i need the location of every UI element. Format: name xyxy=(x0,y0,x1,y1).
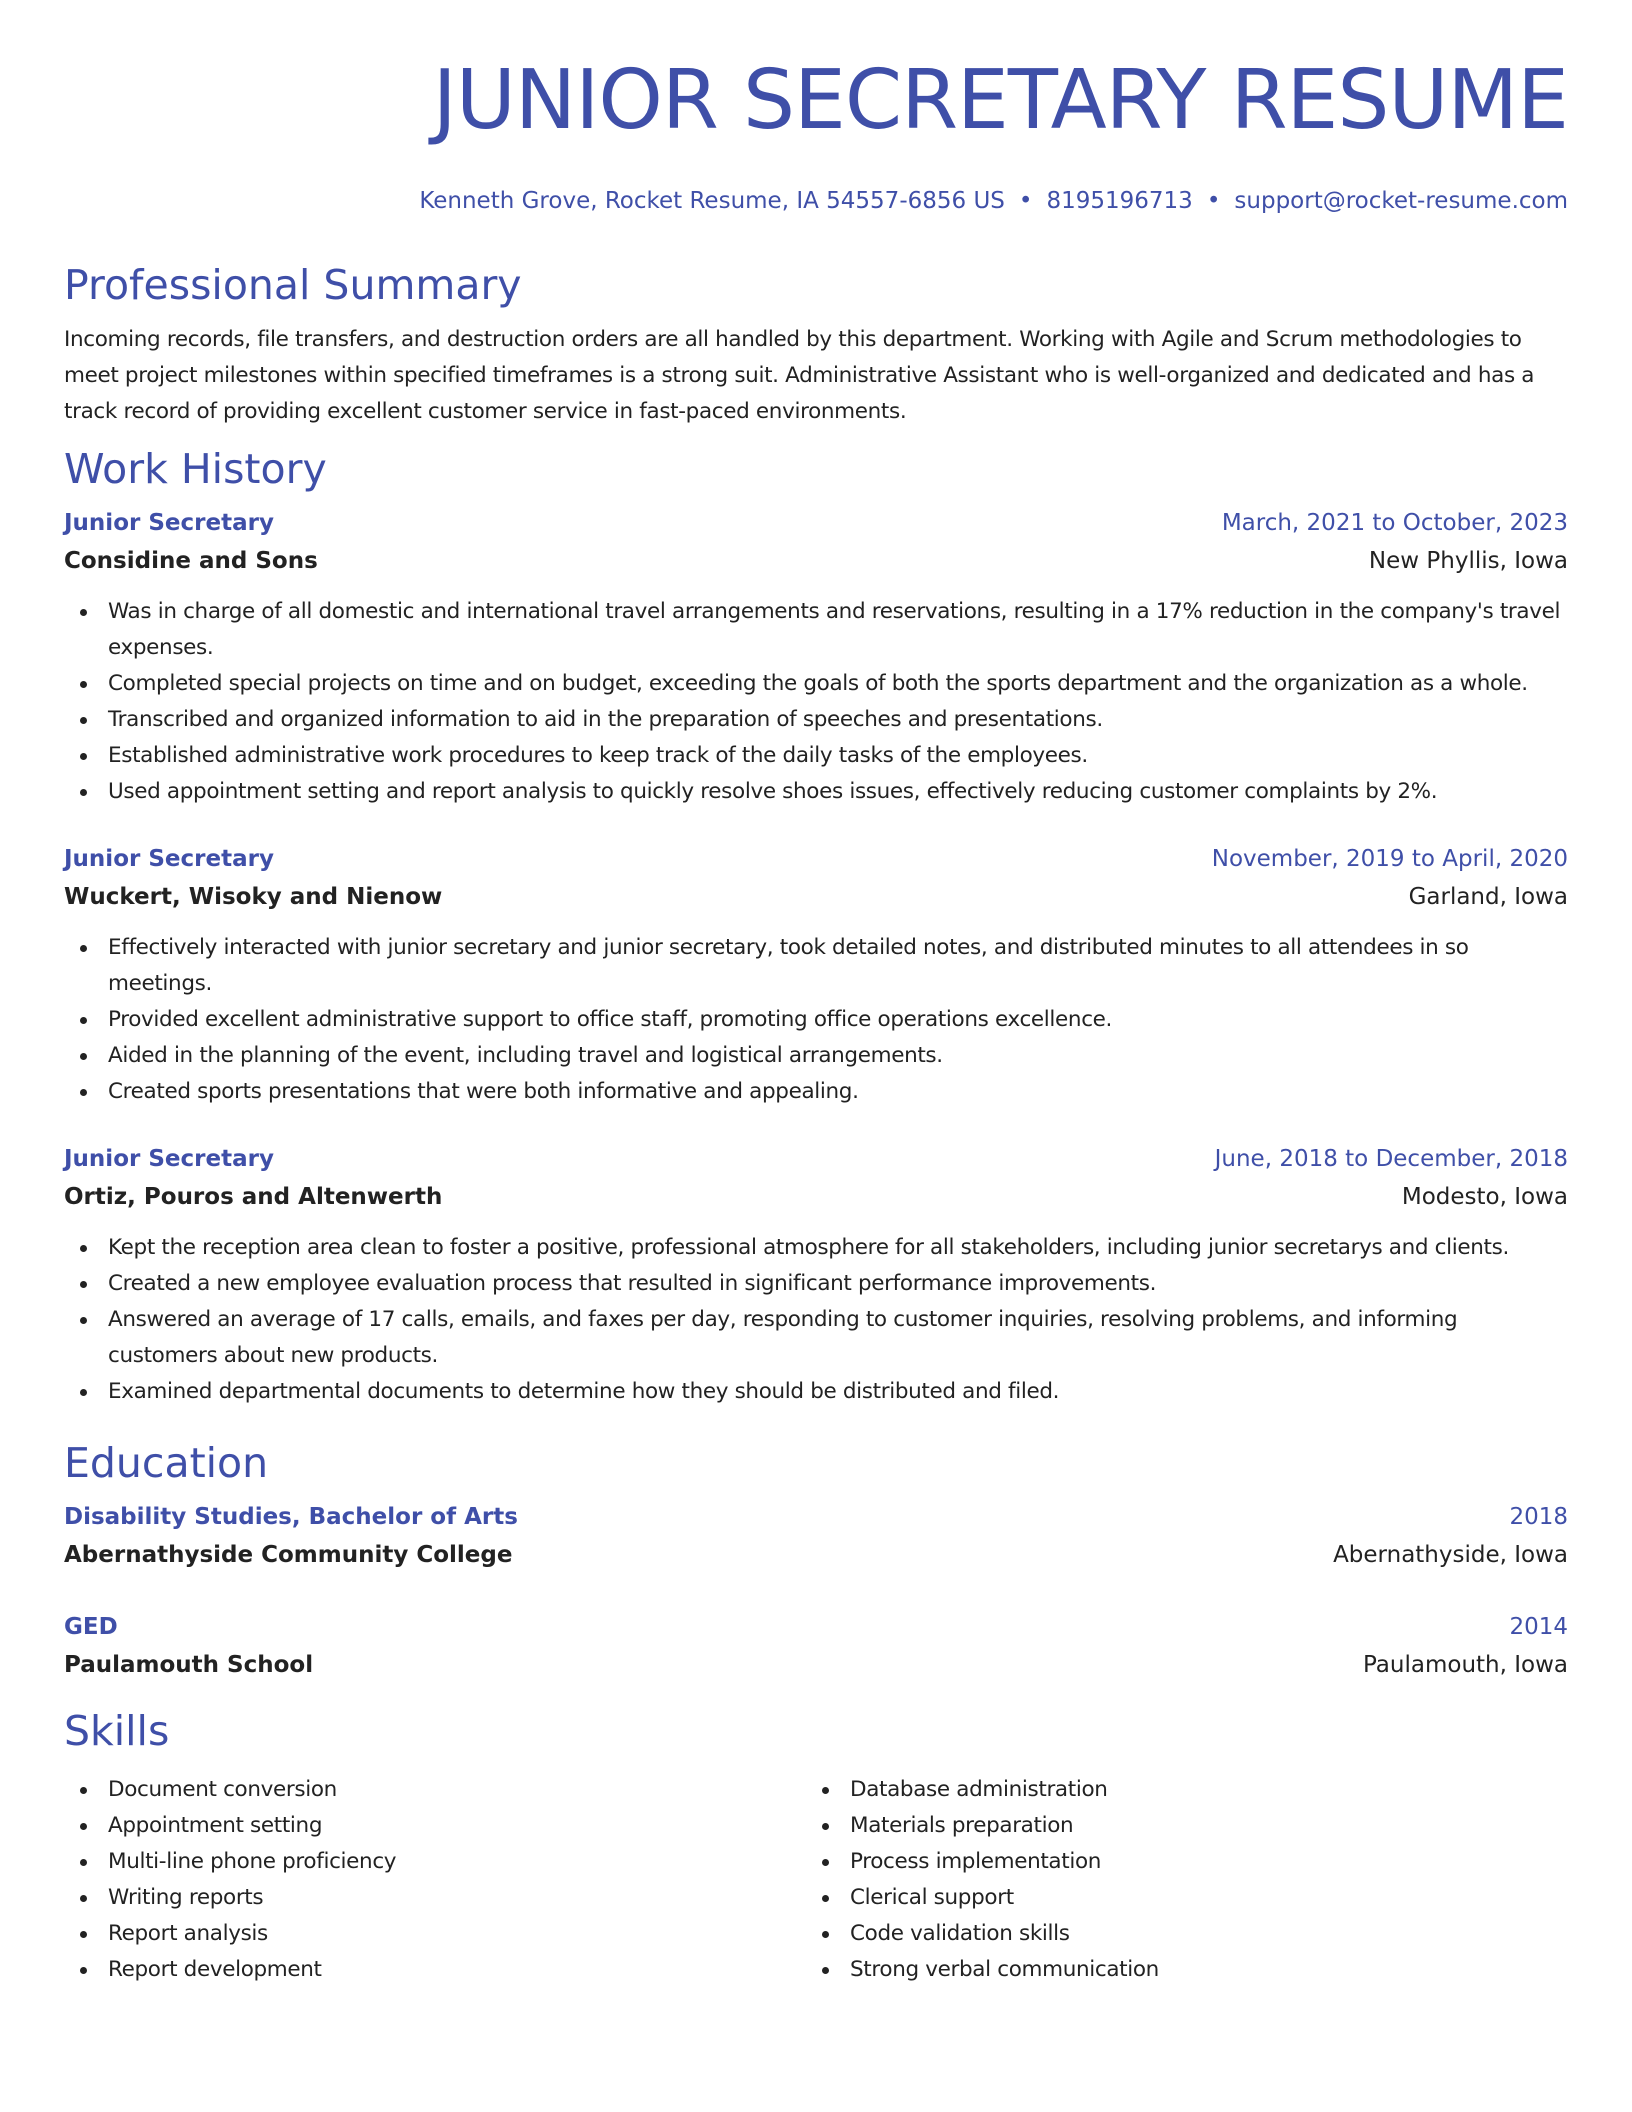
education-entry xyxy=(64,1608,1568,1684)
education-entry-subheader xyxy=(64,1536,1568,1574)
job-bullet: Used appointment setting and report analysis to quickly resolve shoes issues, effectively reducing customer complaints by 2%. xyxy=(64,774,1568,810)
company-name: Considine and Sons xyxy=(64,548,318,574)
work-entry xyxy=(64,840,1568,1110)
skill-item: Multi-line phone proficiency xyxy=(64,1844,806,1880)
job-dates: March, 2021 to October, 2023 xyxy=(1221,510,1568,536)
education-entry-header xyxy=(64,1498,1568,1536)
job-bullet: Completed special projects on time and on budget, exceeding the goals of both the sports department and the organization as a whole. xyxy=(64,666,1568,702)
job-location: Modesto, Iowa xyxy=(1401,1184,1568,1210)
work-entry-subheader xyxy=(64,1178,1568,1216)
skill-item: Report development xyxy=(64,1952,806,1988)
job-bullet: Was in charge of all domestic and international travel arrangements and reservations, resulting in a 17% reduction in the company's travel expenses. xyxy=(64,594,1568,666)
skill-item: Appointment setting xyxy=(64,1808,806,1844)
job-bullet-list xyxy=(64,594,1568,810)
job-bullet-list xyxy=(64,930,1568,1110)
job-bullet: Aided in the planning of the event, including travel and logistical arrangements. xyxy=(64,1038,1568,1074)
skill-item: Database administration xyxy=(806,1772,1548,1808)
section-heading-skills: Skills xyxy=(64,1707,170,1755)
contact-address: Kenneth Grove, Rocket Resume, IA 54557-6856 US xyxy=(419,188,1005,214)
skills-list xyxy=(806,1772,1548,1988)
job-location: Garland, Iowa xyxy=(1408,884,1568,910)
work-entry xyxy=(64,504,1568,810)
work-entry xyxy=(64,1140,1568,1410)
job-title: Junior Secretary xyxy=(64,1146,274,1172)
contact-separator: • xyxy=(1018,188,1033,214)
resume-page xyxy=(64,0,1568,1988)
resume-title: JUNIOR SECRETARY RESUME xyxy=(432,53,1568,148)
contact-phone: 8195196713 xyxy=(1046,188,1193,214)
school-name: Paulamouth School xyxy=(64,1652,314,1678)
skill-item: Document conversion xyxy=(64,1772,806,1808)
job-bullet: Created sports presentations that were both informative and appealing. xyxy=(64,1074,1568,1110)
summary-text: Incoming records, file transfers, and destruction orders are all handled by this department. Working with Agile and Scrum methodologies to meet project milestones within specified timeframes is a strong suit. Administrative Assistant who is well-organized and dedicated and has a track record of providing excellent customer service in fast-paced environments. xyxy=(64,327,1535,424)
work-entry-subheader xyxy=(64,542,1568,580)
graduation-year: 2014 xyxy=(1509,1614,1568,1640)
skill-item: Report analysis xyxy=(64,1916,806,1952)
skill-item: Writing reports xyxy=(64,1880,806,1916)
school-location: Paulamouth, Iowa xyxy=(1362,1652,1568,1678)
skill-item: Code validation skills xyxy=(806,1916,1548,1952)
skills-grid xyxy=(64,1772,1568,1988)
section-heading-work-history: Work History xyxy=(64,445,327,493)
job-title: Junior Secretary xyxy=(64,846,274,872)
school-location: Abernathyside, Iowa xyxy=(1333,1542,1568,1568)
contact-line xyxy=(64,186,1568,216)
job-dates: November, 2019 to April, 2020 xyxy=(1211,846,1568,872)
degree-title: Disability Studies, Bachelor of Arts xyxy=(64,1504,518,1530)
job-bullet: Examined departmental documents to determine how they should be distributed and filed. xyxy=(64,1374,1568,1410)
work-entry-header xyxy=(64,840,1568,878)
job-title: Junior Secretary xyxy=(64,510,274,536)
skill-item: Materials preparation xyxy=(806,1808,1548,1844)
company-name: Ortiz, Pouros and Altenwerth xyxy=(64,1184,443,1210)
education-entry-subheader xyxy=(64,1646,1568,1684)
education-entry xyxy=(64,1498,1568,1574)
work-entry-header xyxy=(64,1140,1568,1178)
skills-column-left xyxy=(64,1772,806,1988)
work-entry-header xyxy=(64,504,1568,542)
job-bullet: Transcribed and organized information to aid in the preparation of speeches and presentations. xyxy=(64,702,1568,738)
school-name: Abernathyside Community College xyxy=(64,1542,513,1568)
section-heading-education: Education xyxy=(64,1439,269,1487)
degree-title: GED xyxy=(64,1614,118,1640)
job-bullet: Provided excellent administrative support to office staff, promoting office operations excellence. xyxy=(64,1002,1568,1038)
contact-email: support@rocket-resume.com xyxy=(1234,188,1568,214)
job-bullet: Established administrative work procedures to keep track of the daily tasks of the employees. xyxy=(64,738,1568,774)
section-heading-summary: Professional Summary xyxy=(64,261,522,309)
job-bullet: Effectively interacted with junior secretary and junior secretary, took detailed notes, and distributed minutes to all attendees in so meetings. xyxy=(64,930,1568,1002)
job-bullet: Created a new employee evaluation process that resulted in significant performance improvements. xyxy=(64,1266,1568,1302)
job-bullet: Answered an average of 17 calls, emails, and faxes per day, responding to customer inquiries, resolving problems, and informing customers about new products. xyxy=(64,1302,1568,1374)
job-bullet: Kept the reception area clean to foster a positive, professional atmosphere for all stakeholders, including junior secretarys and clients. xyxy=(64,1230,1568,1266)
work-entry-subheader xyxy=(64,878,1568,916)
skill-item: Strong verbal communication xyxy=(806,1952,1548,1988)
contact-separator: • xyxy=(1206,188,1221,214)
company-name: Wuckert, Wisoky and Nienow xyxy=(64,884,443,910)
skill-item: Clerical support xyxy=(806,1880,1548,1916)
graduation-year: 2018 xyxy=(1509,1504,1568,1530)
education-entry-header xyxy=(64,1608,1568,1646)
job-bullet-list xyxy=(64,1230,1568,1410)
skills-list xyxy=(64,1772,806,1988)
skill-item: Process implementation xyxy=(806,1844,1548,1880)
skills-column-right xyxy=(806,1772,1548,1988)
job-location: New Phyllis, Iowa xyxy=(1368,548,1568,574)
job-dates: June, 2018 to December, 2018 xyxy=(1214,1146,1568,1172)
